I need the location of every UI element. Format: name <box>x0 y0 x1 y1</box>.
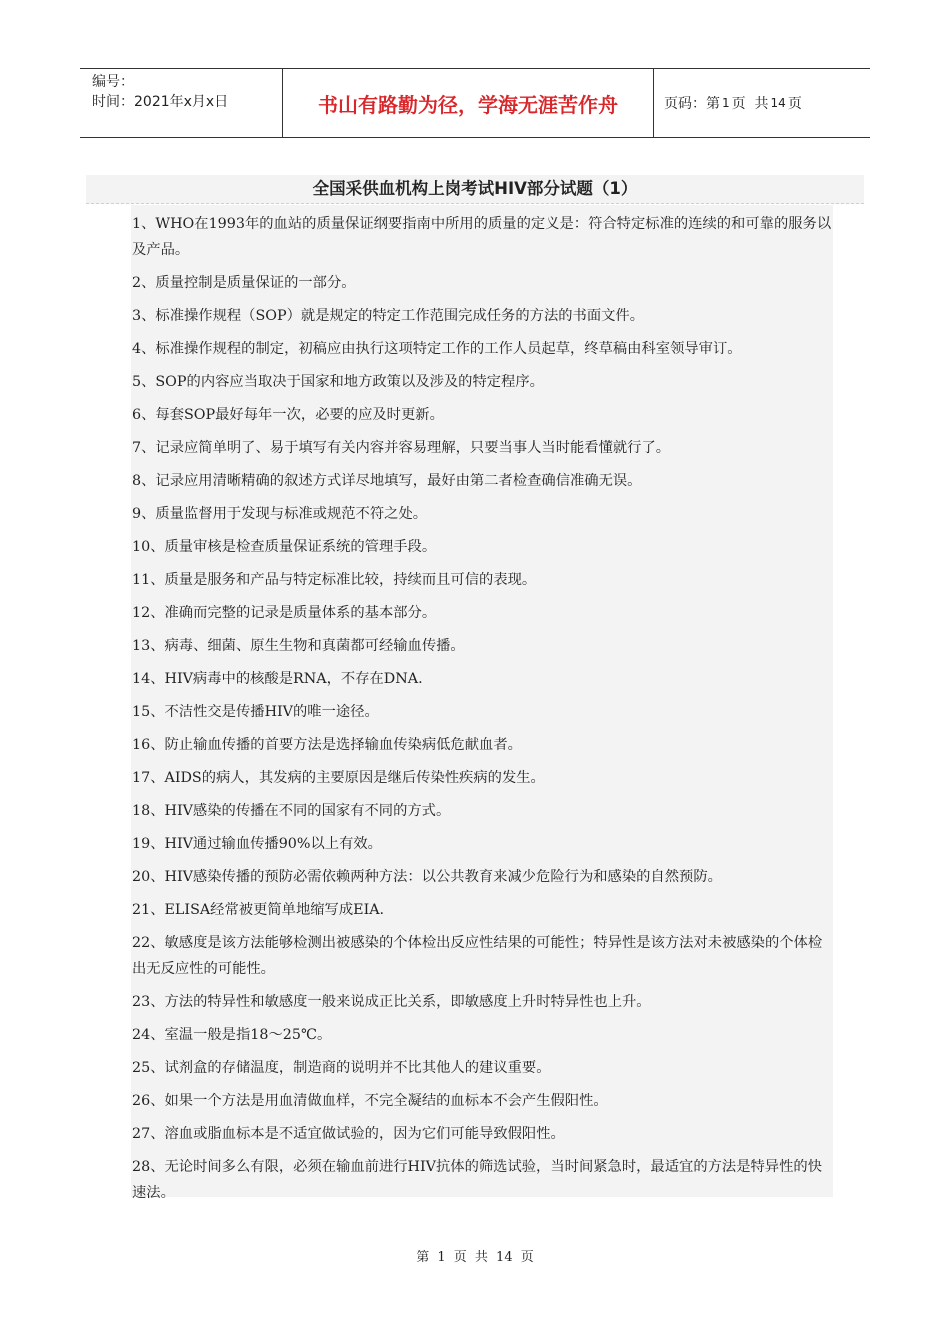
list-item: 22、敏感度是该方法能够检测出被感染的个体检出反应性结果的可能性；特异性是该方法对未被感染的个体检出无反应性的可能性。 <box>132 935 823 977</box>
list-item: 2、质量控制是质量保证的一部分。 <box>132 275 356 291</box>
list-item: 20、HIV感染传播的预防必需依赖两种方法：以公共教育来减少危险行为和感染的自然预防。 <box>132 869 722 885</box>
list-item: 12、准确而完整的记录是质量体系的基本部分。 <box>132 605 437 621</box>
list-item: 3、标准操作规程（SOP）就是规定的特定工作范围完成任务的方法的书面文件。 <box>132 308 645 324</box>
page-total: 14 <box>770 96 786 110</box>
list-item: 25、试剂盒的存储温度，制造商的说明并不比其他人的建议重要。 <box>132 1060 551 1076</box>
page-number: 1 <box>722 96 730 110</box>
list-item: 5、SOP的内容应当取决于国家和地方政策以及涉及的特定程序。 <box>132 374 544 390</box>
header-page-info <box>654 69 870 137</box>
list-item: 17、AIDS的病人，其发病的主要原因是继后传染性疾病的发生。 <box>132 770 545 786</box>
list-item: 19、HIV通过输血传播90%以上有效。 <box>132 836 382 852</box>
header-motto: 书山有路勤为径，学海无涯苦作舟 <box>282 69 654 137</box>
document-title: 全国采供血机构上岗考试HIV部分试题（1） <box>86 175 864 204</box>
list-item: 10、质量审核是检查质量保证系统的管理手段。 <box>132 539 437 555</box>
list-item: 24、室温一般是指18～25℃。 <box>132 1027 332 1043</box>
list-item: 15、不洁性交是传播HIV的唯一途径。 <box>132 704 379 720</box>
list-item: 26、如果一个方法是用血清做血样，不完全凝结的血标本不会产生假阳性。 <box>132 1093 608 1109</box>
list-item: 14、HIV病毒中的核酸是RNA，不存在DNA. <box>132 671 423 687</box>
list-item: 21、ELISA经常被更简单地缩写成EIA. <box>132 902 385 918</box>
list-item: 8、记录应用清晰精确的叙述方式详尽地填写，最好由第二者检查确信准确无误。 <box>132 473 642 489</box>
list-item: 11、质量是服务和产品与特定标准比较，持续而且可信的表现。 <box>132 572 537 588</box>
page-header <box>80 68 870 138</box>
date-label: 时间：2021年x月x日 <box>92 94 229 110</box>
list-item: 18、HIV感染的传播在不同的国家有不同的方式。 <box>132 803 451 819</box>
list-item: 27、溶血或脂血标本是不适宜做试验的，因为它们可能导致假阳性。 <box>132 1126 565 1142</box>
list-item: 9、质量监督用于发现与标准或规范不符之处。 <box>132 506 428 522</box>
list-item: 7、记录应简单明了、易于填写有关内容并容易理解，只要当事人当时能看懂就行了。 <box>132 440 671 456</box>
page-prefix: 页码：第 <box>664 96 720 112</box>
list-item: 6、每套SOP最好每年一次，必要的应及时更新。 <box>132 407 444 423</box>
list-item: 13、病毒、细菌、原生生物和真菌都可经输血传播。 <box>132 638 465 654</box>
page-mid: 页 共 <box>731 96 769 112</box>
page-footer: 第 1 页 共 14 页 <box>416 1250 534 1265</box>
page-suffix: 页 <box>787 96 802 112</box>
list-item: 4、标准操作规程的制定，初稿应由执行这项特定工作的工作人员起草，终草稿由科室领导审订。 <box>132 341 742 357</box>
list-item: 1、WHO在1993年的血站的质量保证纲要指南中所用的质量的定义是：符合特定标准的连续的和可靠的服务以及产品。 <box>132 216 832 258</box>
list-item: 28、无论时间多么有限，必须在输血前进行HIV抗体的筛选试验，当时间紧急时，最适宜的方法是特异性的快速法。 <box>132 1159 822 1201</box>
list-item: 16、防止输血传播的首要方法是选择输血传染病低危献血者。 <box>132 737 522 753</box>
code-label: 编号： <box>92 74 134 90</box>
header-meta <box>80 69 282 137</box>
list-item: 23、方法的特异性和敏感度一般来说成正比关系，即敏感度上升时特异性也上升。 <box>132 994 651 1010</box>
question-list <box>131 205 833 1201</box>
